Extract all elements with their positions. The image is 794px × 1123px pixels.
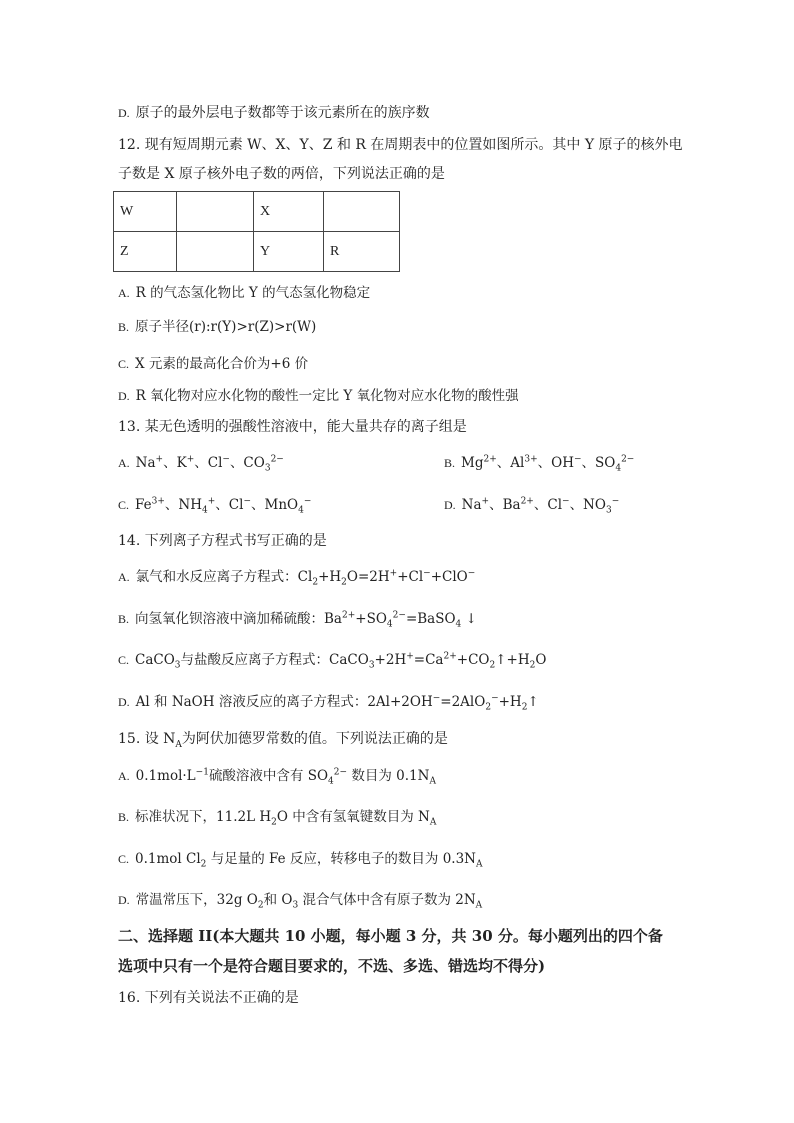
table-cell: R bbox=[324, 232, 400, 272]
q12-option-d: D. R 氧化物对应水化物的酸性一定比 Y 氧化物对应水化物的酸性强 bbox=[118, 388, 519, 404]
q14-option-c: C. CaCO$_3$与盐酸反应离子方程式：$CaCO_3+2H^+=Ca^{2+}+CO_2↑+H_2O$ bbox=[118, 651, 547, 671]
option-text: 和 $O_3$ 混合气体中含有原子数为 $2N_A$ bbox=[263, 892, 483, 911]
option-text: O 中含有氢氧键数目为 $N_A$ bbox=[276, 809, 437, 828]
table-cell bbox=[177, 192, 254, 232]
option-text: $0.1mol\cdot L^{-1}$硫酸溶液中含有 $SO_4^{2-}$ 数目为 $0.1N_A$ bbox=[135, 767, 436, 787]
table-cell: X bbox=[254, 192, 324, 232]
q11-option-d: D. 原子的最外层电子数都等于该元素所在的族序数 bbox=[118, 105, 430, 121]
table-cell: W bbox=[114, 192, 177, 232]
q15-option-d: D. 常温常压下，32g $O_2$和 $O_3$ 混合气体中含有原子数为 $2N_A$ bbox=[118, 892, 483, 911]
table-cell: Z bbox=[114, 232, 177, 272]
periodic-table-fragment bbox=[113, 191, 400, 272]
table-cell bbox=[177, 232, 254, 272]
q13-option-b: B. $Mg^{2+}$、$Al^{3+}$、OH−、$SO_4^{2-}$ bbox=[444, 454, 635, 474]
q12-option-c: C. X 元素的最高化合价为+6 价 bbox=[118, 356, 309, 372]
q15-option-b: B. 标准状况下，11.2L $H_2O$ 中含有氢氧键数目为 $N_A$ bbox=[118, 809, 437, 828]
q15-stem: 15. 设 $N_A$为阿伏加德罗常数的值。下列说法正确的是 bbox=[118, 731, 448, 750]
equation: $2Al+2OH^-=2AlO_2^-+H_2↑$ bbox=[367, 693, 539, 713]
table-row bbox=[114, 232, 400, 272]
q12-stem-line2: 子数是 X 原子核外电子数的两倍，下列说法正确的是 bbox=[118, 166, 445, 182]
ion-formula: Na+、$Ba^{2+}$、Cl−、$NO_3^-$ bbox=[461, 496, 620, 516]
ion-formula: $Fe^{3+}$、$NH_4^+$、Cl−、MnO$_4$− bbox=[135, 496, 312, 516]
equation: $CaCO_3+2H^+=Ca^{2+}+CO_2↑+H_2O$ bbox=[329, 651, 547, 671]
q13-stem: 13. 某无色透明的强酸性溶液中，能大量共存的离子组是 bbox=[118, 419, 467, 435]
q14-option-b: B. 向氢氧化钡溶液中滴加稀硫酸：$Ba^{2+}+SO_4^{2-}=BaSO_4$ ↓ bbox=[118, 610, 477, 630]
section-heading-line2: 选项中只有一个是符合题目要求的，不选、多选、错选均不得分) bbox=[118, 957, 546, 975]
table-cell bbox=[324, 192, 400, 232]
q16-stem: 16. 下列有关说法不正确的是 bbox=[118, 990, 299, 1006]
formula: CaCO$_3$ bbox=[135, 652, 181, 671]
q13-option-d: D. Na+、$Ba^{2+}$、Cl−、$NO_3^-$ bbox=[444, 496, 620, 516]
q14-stem: 14. 下列离子方程式书写正确的是 bbox=[118, 533, 327, 549]
table-cell: Y bbox=[254, 232, 324, 272]
q13-option-a: A. Na+、K+、Cl−、$CO_3^{2-}$ bbox=[118, 454, 284, 474]
table-row bbox=[114, 192, 400, 232]
equation: $Cl_2+H_2O=2H^++Cl^-+ClO^-$ bbox=[297, 568, 476, 588]
q14-option-a: A. 氯气和水反应离子方程式：$Cl_2+H_2O=2H^++Cl^-+ClO^-$ bbox=[118, 568, 476, 588]
ion-formula: Na+、K+、Cl−、$CO_3^{2-}$ bbox=[135, 454, 284, 474]
ion-formula: $Mg^{2+}$、$Al^{3+}$、OH−、$SO_4^{2-}$ bbox=[461, 454, 635, 474]
q12-option-a: A. R 的气态氢化物比 Y 的气态氢化物稳定 bbox=[118, 285, 371, 301]
equation: $Ba^{2+}+SO_4^{2-}=BaSO_4$ ↓ bbox=[324, 610, 477, 630]
q13-option-c: C. $Fe^{3+}$、$NH_4^+$、Cl−、MnO$_4$− bbox=[118, 496, 312, 516]
q15-option-c: C. 0.1mol $Cl_2$ 与足量的 Fe 反应，转移电子的数目为 $0.3N_A$ bbox=[118, 851, 483, 870]
q14-option-d: D. Al 和 NaOH 溶液反应的离子方程式：$2Al+2OH^-=2AlO_2^-+H_2↑$ bbox=[118, 693, 539, 713]
q12-option-b: B. 原子半径(r):r(Y)>r(Z)>r(W) bbox=[118, 319, 317, 335]
q15-option-a: A. $0.1mol\cdot L^{-1}$硫酸溶液中含有 $SO_4^{2-}$ 数目为 $0.1N_A$ bbox=[118, 767, 436, 787]
section-heading-line1: 二、选择题 II(本大题共 10 小题，每小题 3 分，共 30 分。每小题列出的四个备 bbox=[118, 927, 663, 945]
option-text: 0.1mol $Cl_2$ 与足量的 Fe 反应，转移电子的数目为 $0.3N_A$ bbox=[135, 851, 483, 870]
q12-stem-line1: 12. 现有短周期元素 W、X、Y、Z 和 R 在周期表中的位置如图所示。其中 Y 原子的核外电 bbox=[118, 137, 683, 153]
